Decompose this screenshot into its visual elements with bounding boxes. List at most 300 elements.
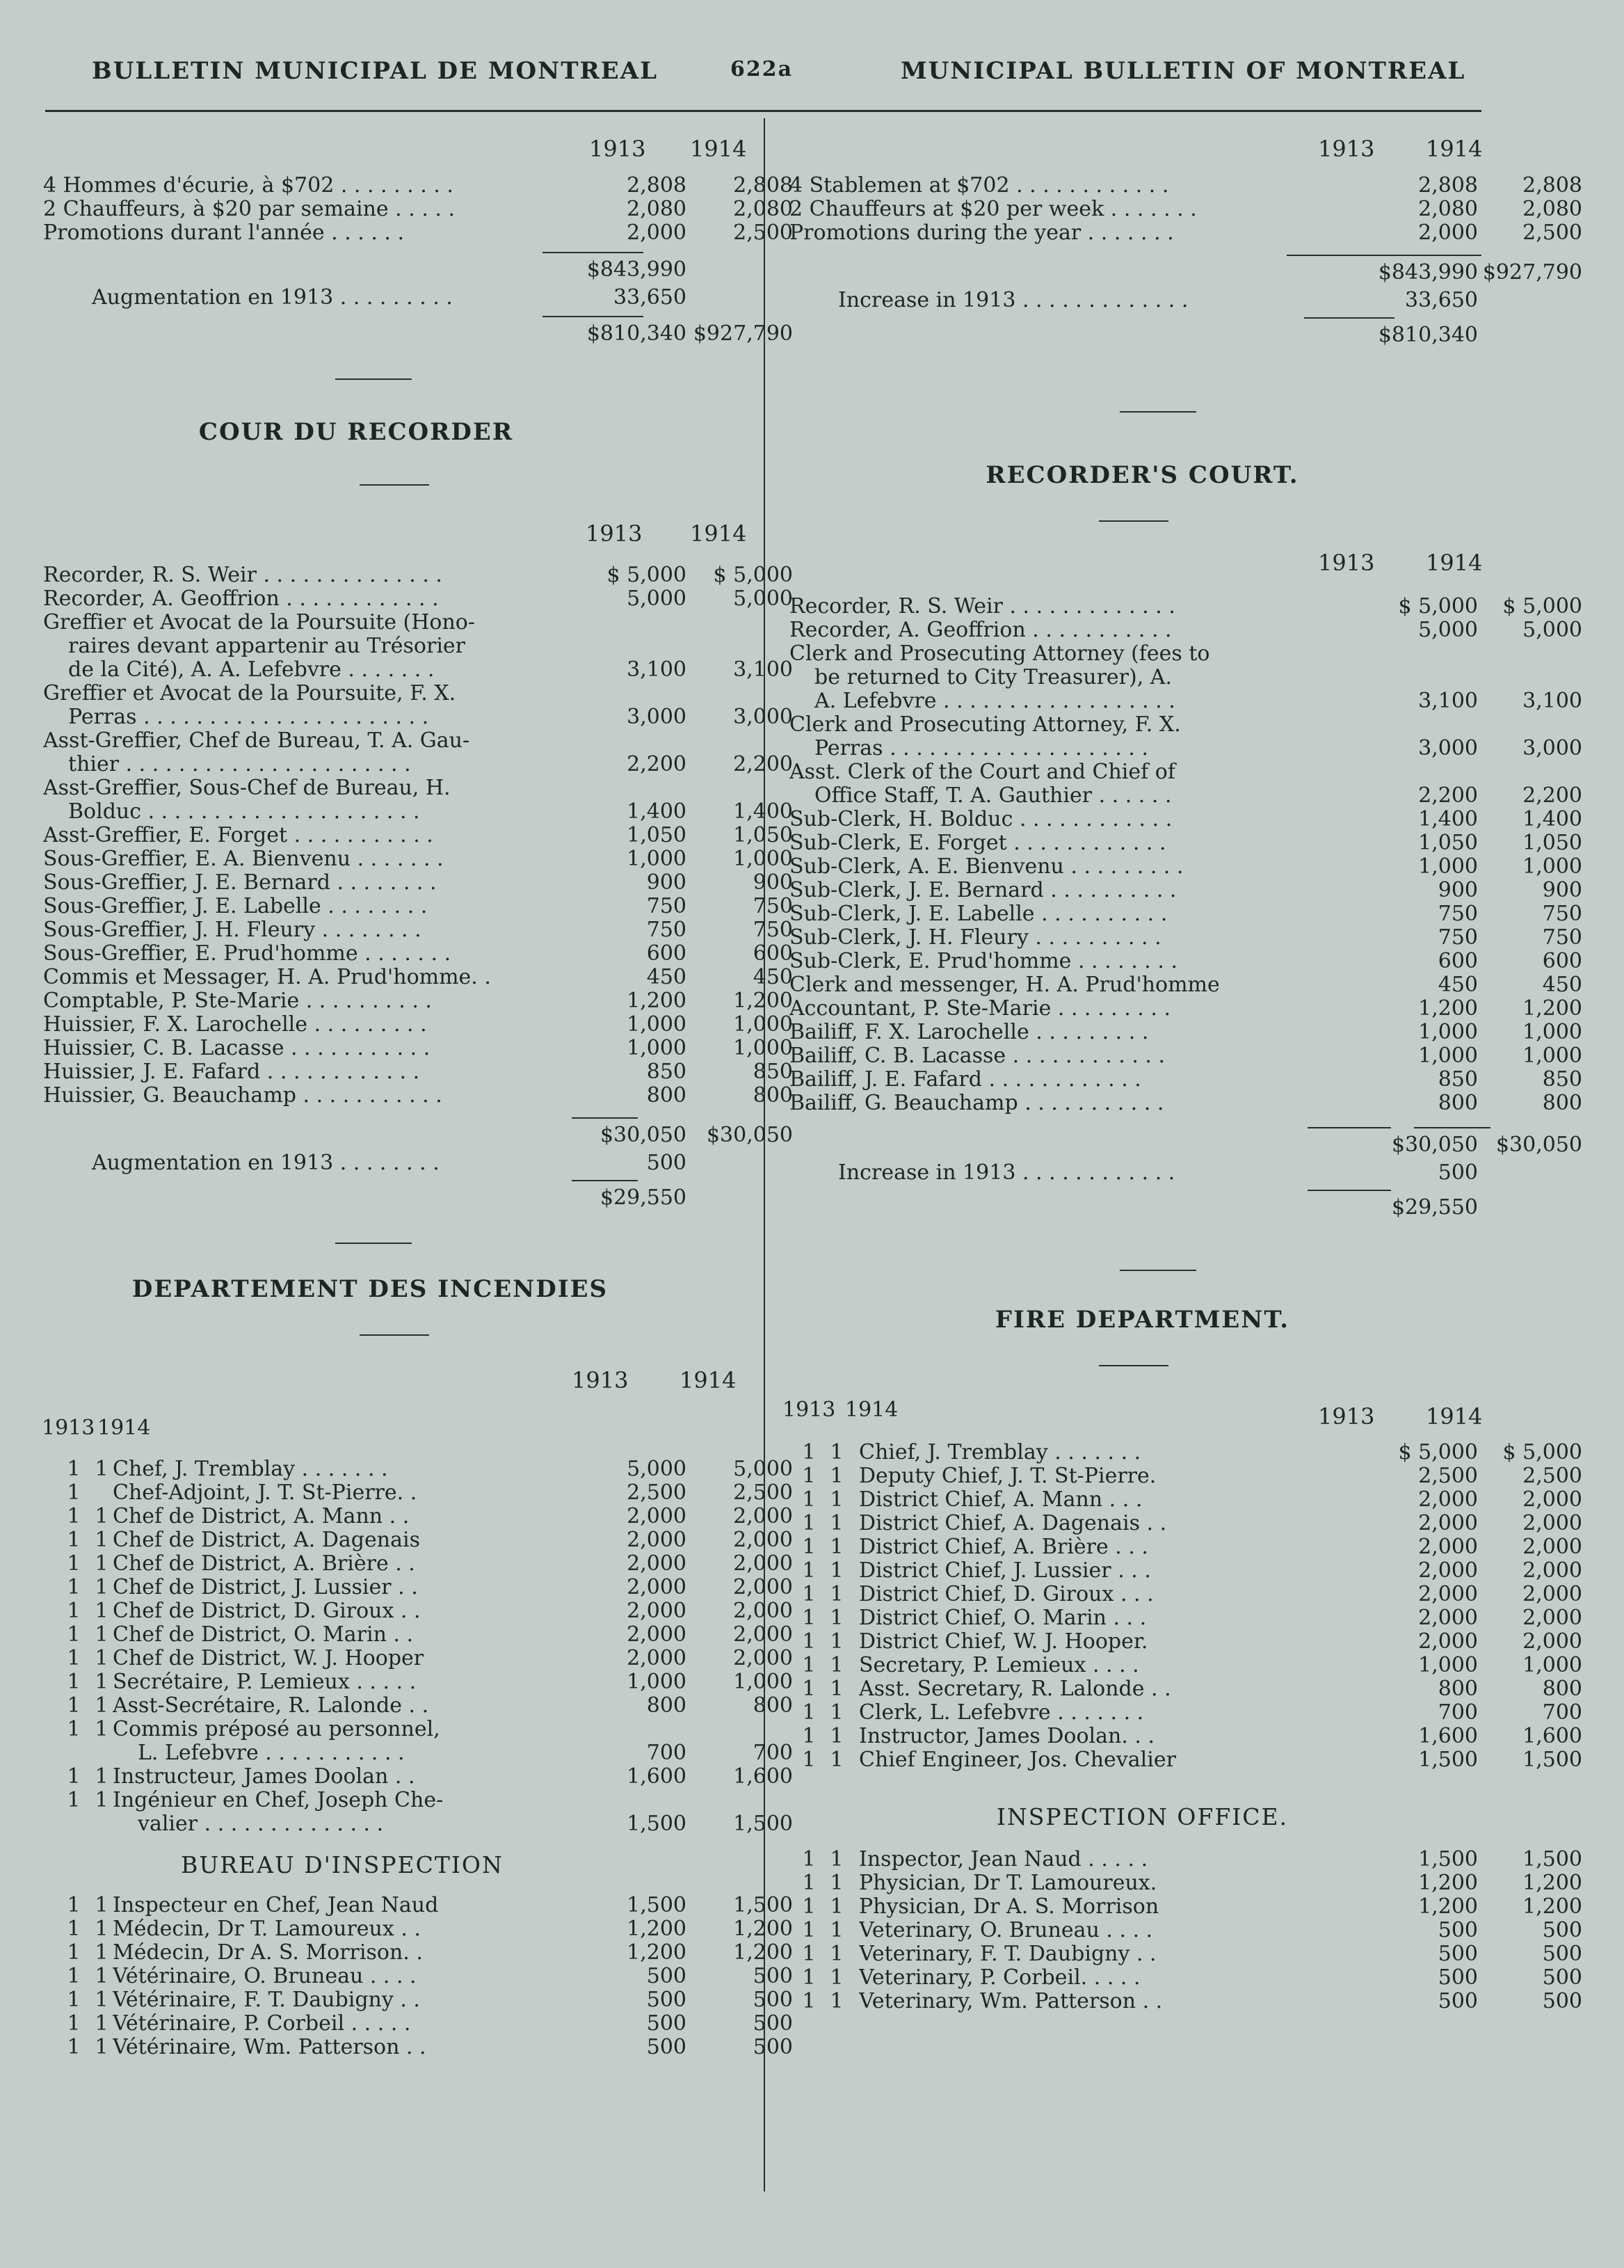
table-row (43, 611, 753, 634)
table-row (789, 878, 1582, 902)
table-row (43, 682, 753, 705)
count-1914: 1 (95, 1599, 108, 1623)
section-title-fire: FIRE DEPARTMENT. (995, 1306, 1290, 1334)
count-1913: 1 (67, 1764, 81, 1789)
row-label: 2 Chauffeurs, à $20 par semaine . . . . . (43, 198, 456, 221)
year-1914: 1914 (680, 1367, 737, 1393)
count-1914: 1 (95, 1717, 108, 1741)
value-1914: 450 (753, 965, 793, 989)
value-1914: 2,000 (733, 1551, 793, 1576)
row-label: Chef de District, A. Dagenais (113, 1528, 420, 1552)
value-1913: 500 (646, 2011, 686, 2036)
value-1913: $ 5,000 (1398, 1440, 1478, 1464)
count-1914: 1 (830, 1606, 844, 1630)
row-label: Secretary, P. Lemieux . . . . (859, 1654, 1139, 1677)
recorder-total-1913: $30,050 (600, 1123, 686, 1147)
fire-table (789, 1440, 1582, 1772)
value-1914: 2,080 (733, 197, 793, 221)
value-1913: 2,000 (1418, 1511, 1478, 1535)
recorder-increase-1913: 500 (1438, 1160, 1478, 1185)
row-label: Deputy Chief, J. T. St-Pierre. (859, 1464, 1157, 1488)
value-1914: 1,050 (733, 823, 793, 847)
row-label: Huissier, F. X. Larochelle . . . . . . . . . (43, 1013, 427, 1037)
inspection-table (43, 1893, 793, 2059)
count-1913: 1 (802, 1558, 816, 1583)
total-rule (1308, 1127, 1391, 1128)
recorder-total-1914: $30,050 (706, 1123, 793, 1147)
value-1914: 2,000 (733, 1646, 793, 1670)
table-row (43, 776, 753, 800)
count-1914: 1 (830, 1942, 844, 1966)
value-1913: 2,808 (627, 173, 686, 198)
count-1913: 1 (67, 1575, 81, 1599)
rule-wrap (789, 316, 1495, 321)
total-rule (1287, 255, 1481, 256)
table-row (789, 666, 1495, 689)
value-1914: 2,808 (1522, 173, 1582, 198)
row-label: District Chief, J. Lussier . . . (859, 1559, 1151, 1583)
value-1914: 800 (1542, 1091, 1582, 1115)
count-1913: 1 (67, 1670, 81, 1694)
count-1914: 1 (95, 1764, 108, 1789)
spacer (789, 1224, 1495, 1270)
spacer (43, 548, 753, 564)
table-row (789, 949, 1582, 973)
table-row (789, 831, 1582, 855)
table-row (789, 197, 1582, 221)
table-row (43, 918, 793, 942)
count-1913: 1 (67, 1964, 81, 1988)
row-label: Chef-Adjoint, J. T. St-Pierre. . (113, 1481, 417, 1505)
table-row (789, 854, 1582, 879)
value-1913: 2,200 (1418, 783, 1478, 808)
spacer (43, 1215, 753, 1243)
row-label: Sous-Greffier, E. A. Bienvenu . . . . . . . (43, 847, 444, 871)
count-1914: 1 (830, 1582, 844, 1606)
rule-wrap (789, 1188, 1495, 1194)
count-1914: 1 (95, 1693, 108, 1718)
count-1914: 1 (830, 1989, 844, 2013)
section-title-recorder: RECORDER'S COURT. (986, 461, 1299, 489)
count-1913: 1 (802, 1606, 816, 1630)
table-row (43, 1741, 793, 1765)
value-1914: 700 (1542, 1700, 1582, 1725)
table-row (789, 173, 1582, 198)
row-label: 2 Chauffeurs at $20 per week . . . . . . . (789, 198, 1197, 221)
row-label: District Chief, A. Dagenais . . (859, 1512, 1167, 1535)
table-row (43, 1789, 753, 1812)
count-1913: 1 (802, 1535, 816, 1559)
top-total-1913: $843,990 (1378, 260, 1478, 285)
value-1913: 500 (1438, 1918, 1478, 1942)
row-label: Chef de District, J. Lussier . . (113, 1576, 418, 1599)
row-label: Office Staff, T. A. Gauthier . . . . . . (814, 784, 1172, 808)
total-rule (1414, 1127, 1490, 1128)
spacer (789, 413, 1495, 461)
value-1913: 3,100 (627, 657, 686, 682)
row-label: Asst-Greffier, Chef de Bureau, T. A. Gau- (43, 729, 470, 753)
table-row (43, 1060, 793, 1084)
value-1913: 1,050 (627, 823, 686, 847)
count-1913: 1 (802, 1464, 816, 1488)
value-1913: 1,400 (1418, 807, 1478, 831)
count-1914: 1 (95, 1893, 108, 1917)
value-1913: 500 (1438, 1989, 1478, 2013)
value-1914: 500 (753, 1988, 793, 2012)
count-1914: 1 (95, 1940, 108, 1965)
value-1914: $ 5,000 (713, 563, 793, 587)
recorder-total-1914: $30,050 (1495, 1133, 1582, 1157)
value-1913: $ 5,000 (606, 563, 686, 587)
count-1914: 1 (830, 1918, 844, 1942)
value-1913: 500 (1438, 1965, 1478, 1990)
year-1914: 1914 (690, 520, 747, 547)
spacer (789, 489, 1495, 520)
rule-wrap (43, 1179, 753, 1184)
table-row (789, 1558, 1582, 1583)
spacer (789, 163, 1495, 174)
row-label: Sous-Greffier, J. H. Fleury . . . . . . . . (43, 918, 421, 942)
table-row (789, 1653, 1582, 1677)
value-1913: 500 (646, 1964, 686, 1988)
year-1913: 1913 (572, 1367, 629, 1393)
table-row (789, 1894, 1582, 1919)
row-label: Clerk and messenger, H. A. Prud'homme (789, 973, 1220, 997)
table-row (789, 1440, 1582, 1464)
count-1913: 1 (802, 1894, 816, 1919)
count-1913: 1 (802, 1942, 816, 1966)
value-1914: 750 (753, 918, 793, 942)
recorder-final (789, 1194, 1495, 1224)
count-1913: 1 (67, 1646, 81, 1670)
value-1914: 2,200 (733, 752, 793, 776)
year-1913: 1913 (1318, 1403, 1375, 1430)
value-1914: 1,050 (1522, 831, 1582, 855)
english-column (782, 0, 1582, 2013)
value-1914: 800 (753, 1693, 793, 1718)
value-1913: 800 (646, 1693, 686, 1718)
value-1913: 1,000 (627, 847, 686, 871)
value-1913: 1,000 (627, 1036, 686, 1060)
value-1913: 900 (1438, 878, 1478, 902)
top-final-1914: $927,790 (693, 321, 793, 346)
value-1914: $ 5,000 (1502, 1440, 1582, 1464)
header-right-title: MUNICIPAL BULLETIN OF MONTREAL (901, 57, 1466, 85)
column-divider (764, 118, 765, 2191)
spacer (43, 163, 753, 174)
value-1913: 5,000 (1418, 618, 1478, 642)
row-label: Sub-Clerk, E. Prud'homme . . . . . . . . (789, 950, 1177, 973)
row-label: Bailiff, C. B. Lacasse . . . . . . . . . . . . (789, 1044, 1166, 1068)
table-row (789, 1989, 1582, 2013)
value-1914: 2,000 (1522, 1511, 1582, 1535)
value-1913: 2,000 (1418, 221, 1478, 245)
count-year-1914: 1914 (845, 1398, 899, 1422)
row-label: raires devant appartenir au Trésorier (68, 634, 466, 658)
value-1914: 1,200 (1522, 1871, 1582, 1895)
table-row (43, 221, 793, 245)
value-1914: 3,100 (1522, 689, 1582, 713)
value-1913: $ 5,000 (1398, 594, 1478, 618)
table-row (43, 941, 793, 966)
table-row (43, 586, 793, 611)
top-increase-1913: 33,650 (613, 285, 686, 310)
table-row (789, 1918, 1582, 1942)
rule-wrap (43, 1116, 753, 1121)
recorder-total-1913: $30,050 (1391, 1133, 1478, 1157)
top-final-1913: $810,340 (586, 321, 686, 346)
table-row (789, 1067, 1582, 1092)
count-1913: 1 (802, 1677, 816, 1701)
spacer (43, 446, 753, 484)
value-1914: 600 (753, 941, 793, 966)
count-1914: 1 (830, 1558, 844, 1583)
value-1914: 2,200 (1522, 783, 1582, 808)
row-label: Veterinary, O. Bruneau . . . . (859, 1919, 1153, 1942)
table-row (789, 1511, 1582, 1535)
value-1914: 5,000 (733, 1457, 793, 1481)
table-row (43, 823, 793, 847)
spacer (789, 1334, 1495, 1365)
value-1914: 2,500 (733, 1480, 793, 1505)
count-1914: 1 (95, 1988, 108, 2012)
value-1913: 2,080 (1418, 197, 1478, 221)
page-number: 622a (730, 57, 794, 81)
total-rule (542, 252, 643, 253)
row-label: Vétérinaire, P. Corbeil . . . . . (113, 2012, 411, 2036)
top-final (43, 320, 793, 351)
top-total (789, 259, 1582, 287)
value-1913: 1,200 (1418, 1871, 1478, 1895)
row-label: Recorder, R. S. Weir . . . . . . . . . . . . . (789, 595, 1175, 618)
row-label: Recorder, A. Geoffrion . . . . . . . . . . . (789, 618, 1172, 642)
value-1913: 1,200 (1418, 1894, 1478, 1919)
spacer (43, 1836, 753, 1851)
table-row (43, 1083, 793, 1108)
count-1913: 1 (802, 1989, 816, 2013)
row-label: Sous-Greffier, J. E. Labelle . . . . . . . . (43, 895, 428, 918)
table-row (789, 713, 1495, 737)
table-row (43, 1036, 793, 1060)
value-1914: 800 (1542, 1677, 1582, 1701)
table-row (789, 1091, 1582, 1115)
spacer (43, 0, 753, 136)
table-row (43, 197, 793, 221)
value-1914: 500 (753, 2011, 793, 2036)
value-1913: 750 (646, 894, 686, 918)
table-row (43, 1551, 793, 1576)
spacer (43, 380, 753, 418)
year-1913: 1913 (1318, 136, 1375, 162)
count-1914: 1 (95, 1646, 108, 1670)
row-label: Veterinary, P. Corbeil. . . . . (859, 1966, 1141, 1990)
value-1913: 1,000 (1418, 854, 1478, 879)
table-row (789, 1629, 1582, 1654)
recorder-total (43, 1121, 793, 1149)
table-row (43, 634, 753, 658)
count-1913: 1 (802, 1748, 816, 1772)
value-1913: 1,050 (1418, 831, 1478, 855)
count-year-header (782, 1398, 1495, 1430)
row-label: Chef, J. Tremblay . . . . . . . (113, 1458, 388, 1481)
value-1914: 2,000 (733, 1575, 793, 1599)
table-row (43, 1693, 793, 1718)
recorder-increase (43, 1149, 753, 1173)
recorder-final-1913: $29,550 (1391, 1195, 1478, 1220)
table-row (43, 1893, 793, 1917)
year-header (43, 1367, 753, 1395)
rule-wrap (789, 253, 1495, 259)
value-1913: 700 (646, 1741, 686, 1765)
row-label: Sous-Greffier, J. E. Bernard . . . . . . . . (43, 871, 437, 895)
top-increase (789, 287, 1495, 310)
recorder-final (43, 1184, 753, 1215)
table-row (43, 847, 793, 871)
row-label: Huissier, J. E. Fafard . . . . . . . . . . . . (43, 1060, 420, 1084)
value-1914: 1,000 (1522, 1020, 1582, 1044)
count-1913: 1 (67, 1988, 81, 2012)
table-row (789, 1748, 1582, 1772)
value-1914: 1,200 (1522, 996, 1582, 1021)
top-total-1913: $843,990 (586, 257, 686, 282)
top-final-1913: $810,340 (1378, 323, 1478, 347)
value-1913: 1,000 (1418, 1044, 1478, 1068)
row-label: Vétérinaire, O. Bruneau . . . . (113, 1965, 417, 1988)
table-row (43, 2035, 793, 2059)
spacer (43, 351, 753, 378)
value-1913: 800 (646, 1083, 686, 1108)
row-label: District Chief, D. Giroux . . . (859, 1583, 1154, 1606)
value-1914: 2,000 (1522, 1629, 1582, 1654)
value-1913: 2,000 (1418, 1629, 1478, 1654)
value-1913: 5,000 (627, 1457, 686, 1481)
value-1914: 3,100 (733, 657, 793, 682)
total-rule (572, 1180, 638, 1181)
count-1913: 1 (802, 1871, 816, 1895)
table-row (43, 1718, 753, 1741)
value-1914: 1,000 (1522, 1653, 1582, 1677)
count-1913: 1 (67, 1917, 81, 1941)
table-row (789, 1606, 1582, 1630)
value-1913: 5,000 (627, 586, 686, 611)
row-label: Huissier, C. B. Lacasse . . . . . . . . . . . (43, 1037, 431, 1060)
count-1914: 1 (95, 1504, 108, 1528)
value-1914: 2,080 (1522, 197, 1582, 221)
table-row (43, 1599, 793, 1623)
spacer (43, 1395, 753, 1416)
table-row (43, 1622, 793, 1647)
spacer (43, 1173, 753, 1179)
recorder-increase-label: Augmentation en 1913 . . . . . . . . (92, 1151, 440, 1175)
value-1913: 1,500 (627, 1812, 686, 1836)
value-1913: 2,080 (627, 197, 686, 221)
row-label: Physician, Dr A. S. Morrison (859, 1895, 1159, 1919)
table-row (43, 870, 793, 895)
recorder-increase (789, 1159, 1495, 1183)
value-1914: 2,000 (1522, 1487, 1582, 1512)
row-label: Inspecteur en Chef, Jean Naud (113, 1894, 439, 1917)
row-label: Médecin, Dr T. Lamoureux . . (113, 1917, 421, 1941)
table-row (789, 973, 1582, 997)
table-row (43, 1646, 793, 1670)
value-1914: 750 (1542, 902, 1582, 926)
year-header (43, 136, 753, 163)
spacer (43, 245, 753, 250)
table-row (43, 1480, 793, 1505)
section-title-inspection: INSPECTION OFFICE. (996, 1803, 1289, 1830)
value-1913: 1,500 (627, 1893, 686, 1917)
year-1914: 1914 (1426, 550, 1483, 576)
value-1913: 2,000 (627, 221, 686, 245)
value-1913: 500 (646, 1988, 686, 2012)
value-1914: 3,000 (733, 705, 793, 729)
row-label: Vétérinaire, F. T. Daubigny . . (113, 1988, 420, 2012)
row-label: District Chief, A. Mann . . . (859, 1488, 1143, 1512)
count-1913: 1 (802, 1653, 816, 1677)
count-year-1913: 1913 (782, 1398, 836, 1422)
year-1913: 1913 (1318, 550, 1375, 576)
row-label: Recorder, A. Geoffrion . . . . . . . . . . . . (43, 587, 439, 611)
value-1913: 500 (646, 2035, 686, 2059)
table-row (43, 1457, 793, 1481)
table-row (789, 760, 1495, 784)
value-1914: 1,000 (733, 1036, 793, 1060)
value-1914: 850 (753, 1060, 793, 1084)
row-label: Sub-Clerk, J. E. Bernard . . . . . . . . . . (789, 879, 1177, 902)
row-label: Perras . . . . . . . . . . . . . . . . . . . . . . (68, 705, 429, 729)
spacer (43, 1336, 753, 1367)
table-row (43, 1940, 793, 1965)
count-1914: 1 (830, 1965, 844, 1990)
spacer (43, 486, 753, 520)
count-1913: 1 (67, 1599, 81, 1623)
count-1914: 1 (95, 1457, 108, 1481)
table-row (43, 752, 793, 776)
row-label: valier . . . . . . . . . . . . . . (138, 1812, 384, 1836)
value-1913: 500 (1438, 1942, 1478, 1966)
row-label: Médecin, Dr A. S. Morrison. . (113, 1941, 423, 1965)
value-1913: 2,000 (627, 1504, 686, 1528)
row-label: de la Cité), A. A. Lefebvre . . . . . . . (68, 658, 435, 682)
count-1913: 1 (67, 1940, 81, 1965)
row-label: Instructeur, James Doolan . . (113, 1765, 415, 1789)
recorder-total (789, 1131, 1582, 1159)
table-row (789, 1020, 1582, 1044)
table-row (43, 894, 793, 918)
row-label: Sub-Clerk, J. E. Labelle . . . . . . . . . . (789, 902, 1168, 926)
table-row (43, 1528, 793, 1552)
table-row (789, 807, 1582, 831)
row-label: Sub-Clerk, A. E. Bienvenu . . . . . . . . . (789, 855, 1184, 879)
count-1914: 1 (95, 1551, 108, 1576)
table-row (43, 989, 793, 1013)
value-1913: 450 (1438, 973, 1478, 997)
table-row (43, 1812, 793, 1836)
table-row (789, 642, 1495, 666)
row-label: Chief, J. Tremblay . . . . . . . (859, 1441, 1141, 1464)
value-1914: 900 (1542, 878, 1582, 902)
row-label: Commis et Messager, H. A. Prud'homme. . (43, 966, 491, 989)
row-label: Promotions durant l'année . . . . . . (43, 221, 405, 245)
year-header (789, 136, 1495, 163)
value-1913: 1,000 (627, 1012, 686, 1037)
value-1913: 1,000 (627, 1670, 686, 1694)
value-1913: 2,500 (627, 1480, 686, 1505)
value-1914: 500 (1542, 1918, 1582, 1942)
count-1914: 1 (830, 1700, 844, 1725)
row-label: Clerk and Prosecuting Attorney, F. X. (789, 713, 1181, 737)
fire-table (43, 1457, 793, 1836)
